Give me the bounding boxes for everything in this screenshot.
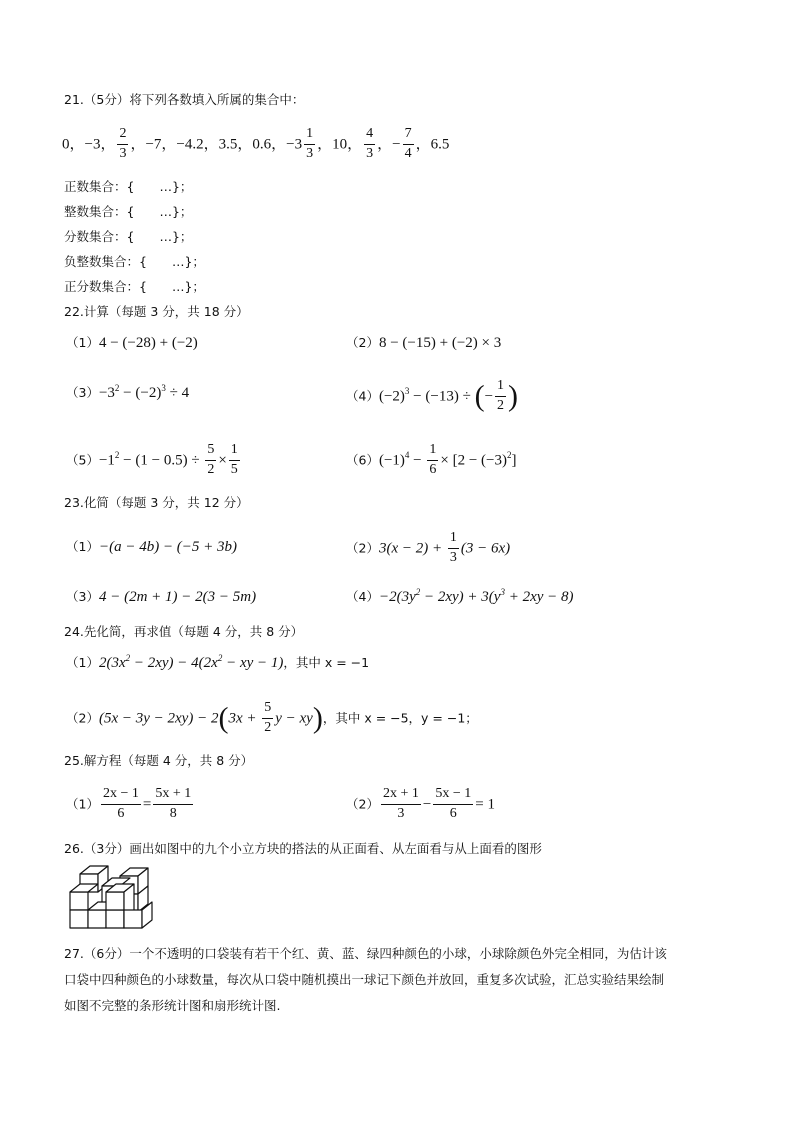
q25-header: 25.解方程（每题 4 分，共 8 分） — [64, 753, 254, 768]
q23-p4: $(4)-2(3y^2 - 2xy) + 3(y^3 + 2xy - 8)$ — [346, 587, 574, 605]
q21-header: 21.（5分）将下列各数填入所属的集合中： — [64, 92, 305, 107]
q23-p2: （2）3(x − 2) + $\frac{1}{3}$ (3 − 6x) — [346, 530, 511, 566]
q21-numbers: 0，−3， $\frac{2}{3}$ ，−7，−4.2，3.5，0.6，−3 $\frac{1}{3}$ ，10， $\frac{4}{3}$ ，− $\frac{7}{4}$ ，6.5 — [62, 126, 450, 162]
q27-line3: 如图不完整的条形统计图和扇形统计图. — [64, 998, 281, 1013]
q24-header: 24.先化简，再求值（每题 4 分，共 8 分） — [64, 624, 304, 639]
q22-p1: （1）4 − (−28) + (−2) — [66, 335, 198, 351]
q27-line1: 27.（6分）一个不透明的口袋装有若干个红、黄、蓝、绿四种颜色的小球，小球除颜色外完全相同，为估计该 — [64, 946, 667, 961]
q23-p3: （3）4 − (2m + 1) − 2(3 − 5m) — [66, 589, 257, 605]
set-fraction: 分数集合：{ …}； — [64, 229, 193, 244]
q27-line2: 口袋中四种颜色的小球数量，每次从口袋中随机摸出一球记下颜色并放回，重复多次试验，汇总实验结果绘制 — [64, 972, 665, 987]
q22-header: 22.计算（每题 3 分，共 18 分） — [64, 304, 249, 319]
q24-p1: $(1)2(3x^2 - 2xy) - 4(2x^2$ − xy − 1)，其中 x = −1 — [66, 653, 370, 671]
q22-p5: $(5)-1^2 - (1 - 0.5)$ ÷ $\frac{5}{2}$ × $\frac{1}{5}$ — [66, 442, 238, 478]
q23-p1: （1）−(a − 4b) − (−5 + 3b) — [66, 539, 238, 555]
set-positive: 正数集合：{ …}； — [64, 179, 193, 194]
set-negative-integer: 负整数集合：{ …}； — [64, 254, 205, 269]
q25-p2: （2） $\frac{2x + 1}{3}$ − $\frac{5x - 1}{6}$ = 1 — [346, 786, 495, 822]
q22-p6: $(6)(-1)^4$ − $\frac{1}{6}$ × $[2 - (-3)^2]$ — [346, 442, 517, 478]
q22-p3: $(3)-3^2 - (-2)^3 \div 4$ — [66, 383, 190, 401]
q24-p2: （2）(5x − 3y − 2xy) − 2(3x + $\frac{5}{2}$ y − xy)，其中 x = −5，y = −1； — [66, 700, 478, 736]
q22-p2: （2）8 − (−15) + (−2) × 3 — [346, 335, 502, 351]
cube-figure — [66, 864, 162, 944]
q26-header: 26.（3分）画出如图中的九个小立方块的搭法的从正面看、从左面看与从上面看的图形 — [64, 841, 542, 856]
set-positive-fraction: 正分数集合：{ …}； — [64, 279, 205, 294]
q22-p4: $(4)(-2)^3 - (-13)$ ÷ (− $\frac{1}{2}$ ) — [346, 378, 519, 414]
q25-p1: （1） $\frac{2x - 1}{6}$ = $\frac{5x + 1}{8}$ — [66, 786, 192, 822]
q23-header: 23.化简（每题 3 分，共 12 分） — [64, 495, 249, 510]
set-integer: 整数集合：{ …}； — [64, 204, 193, 219]
